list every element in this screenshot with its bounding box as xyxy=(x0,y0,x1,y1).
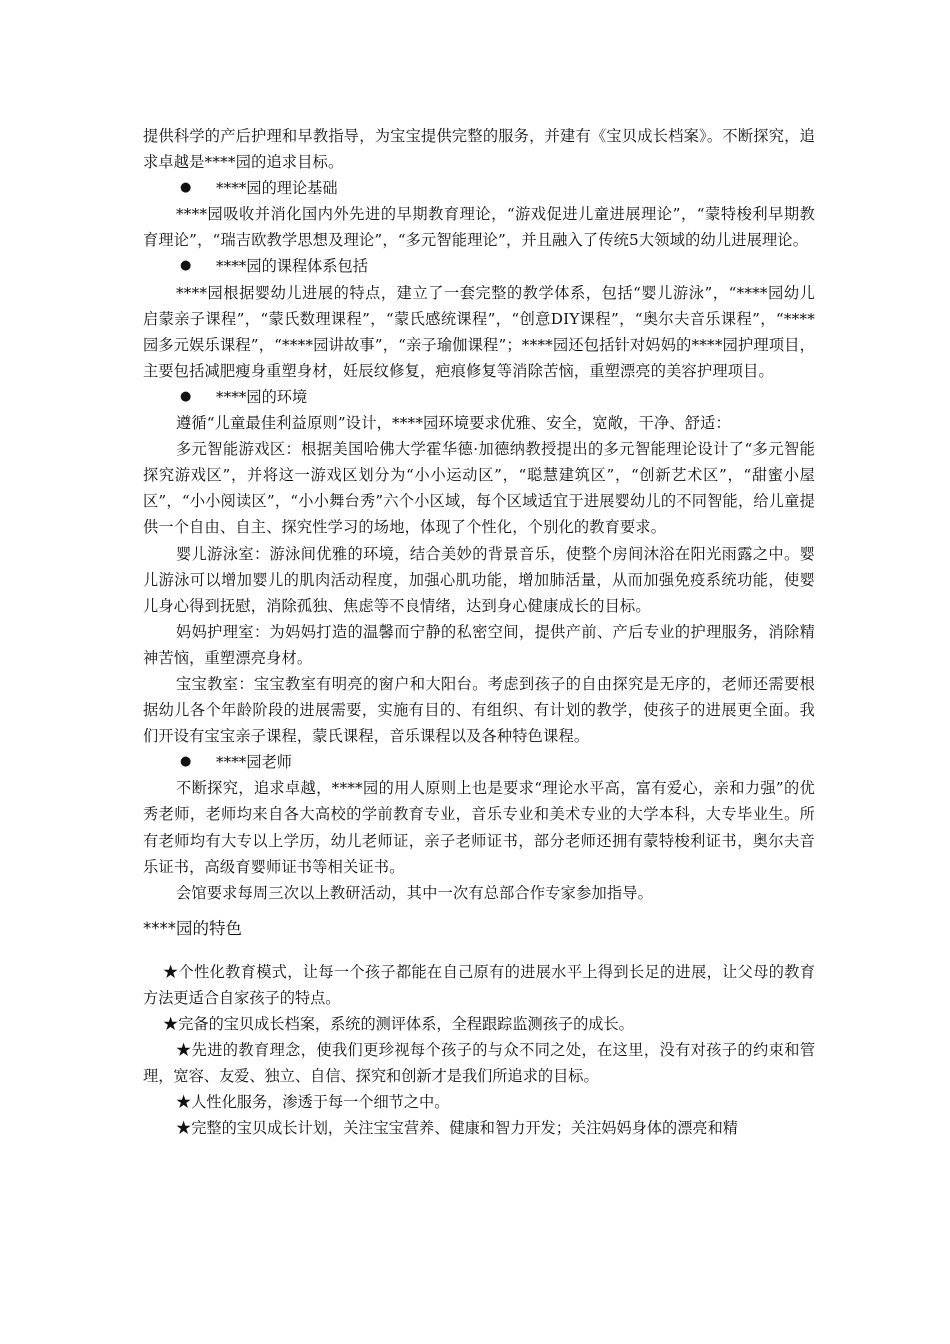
bullet-dot-icon: ● xyxy=(180,388,192,404)
intro-paragraph: 提供科学的产后护理和早教指导，为宝宝提供完整的服务，并建有《宝贝成长档案》。不断探究，追求卓越是****园的追求目标。 xyxy=(143,127,815,172)
feature-item: ★完备的宝贝成长档案，系统的测评体系，全程跟踪监测孩子的成长。 xyxy=(163,1015,634,1033)
bullet-curriculum xyxy=(143,253,815,279)
bullet-dot-icon: ● xyxy=(180,754,192,770)
bullet-theory xyxy=(143,175,815,201)
feature-item: ★个性化教育模式，让每一个孩子都能在自己原有的进展水平上得到长足的进展，让父母的教育方法更适合自家孩子的特点。 xyxy=(143,962,815,1007)
teachers-paragraph: 不断探究，追求卓越，****园的用人原则上也是要求“理论水平高，富有爱心，亲和力强”的优秀老师，老师均来自各大高校的学前教育专业，音乐专业和美术专业的大学本科，大专毕业生。所有老师均有大专以上学历，幼儿老师证，亲子老师证书，部分老师还拥有蒙特梭利证书，奥尔夫音乐证书，高级育婴师证书等相关证书。 xyxy=(143,779,815,876)
features-heading: ****园的特色 xyxy=(143,918,242,938)
feature-item: ★先进的教育理念，使我们更珍视每个孩子的与众不同之处，在这里，没有对孩子的约束和管理，宽容、友爱、独立、自信、探究和创新才是我们所追求的目标。 xyxy=(143,1041,815,1086)
environment-intro-paragraph: 遵循“儿童最佳利益原则”设计，****园环境要求优雅、安全，宽敞，干净、舒适： xyxy=(176,414,731,433)
document-body xyxy=(143,123,815,1141)
bullet-environment-label: ****园的环境 xyxy=(216,387,308,406)
mom-care-paragraph: 妈妈护理室：为妈妈打造的温馨而宁静的私密空间，提供产前、产后专业的护理服务，消除精神苦恼，重塑漂亮身材。 xyxy=(143,622,815,667)
bullet-theory-label: ****园的理论基础 xyxy=(216,179,338,198)
bullet-environment xyxy=(143,384,815,410)
feature-item: ★完整的宝贝成长计划，关注宝宝营养、健康和智力开发；关注妈妈身体的漂亮和精 xyxy=(176,1119,738,1138)
bullet-dot-icon: ● xyxy=(180,258,192,274)
bullet-teachers-label: ****园老师 xyxy=(216,753,292,772)
theory-paragraph: ****园吸收并消化国内外先进的早期教育理论，“游戏促进儿童进展理论”，“蒙特梭利早期教育理论”，“瑞吉欧教学思想及理论”，“多元智能理论”，并且融入了传统5大领域的幼儿进展理论。 xyxy=(143,205,815,250)
bullet-dot-icon: ● xyxy=(180,180,192,196)
classroom-paragraph: 宝宝教室：宝宝教室有明亮的窗户和大阳台。考虑到孩子的自由探究是无序的，老师还需要根据幼儿各个年龄阶段的进展需要，实施有目的、有组织、有计划的教学，使孩子的进展更全面。我们开设有宝宝亲子课程，蒙氏课程，音乐课程以及各种特色课程。 xyxy=(143,674,815,746)
play-area-paragraph: 多元智能游戏区：根据美国哈佛大学霍华德·加德纳教授提出的多元智能理论设计了“多元智能探究游戏区”，并将这一游戏区划分为“小小运动区”，“聪慧建筑区”，“创新艺术区”，“甜蜜小屋区”，“小小阅读区”，“小小舞台秀”六个小区域，每个区域适宜于进展婴幼儿的不同智能，给儿童提供一个自由、自主、探究性学习的场地，体现了个性化，个别化的教育要求。 xyxy=(143,440,815,537)
swimming-room-paragraph: 婴儿游泳室：游泳间优雅的环境，结合美妙的背景音乐，使整个房间沐浴在阳光雨露之中。婴儿游泳可以增加婴儿的肌肉活动程度，加强心肌功能，增加肺活量，从而加强免疫系统功能，使婴儿身心得到抚慰，消除孤独、焦虑等不良情绪，达到身心健康成长的目标。 xyxy=(143,544,815,615)
curriculum-paragraph: ****园根据婴幼儿进展的特点，建立了一套完整的教学体系，包括“婴儿游泳”，“****园幼儿启蒙亲子课程”，“蒙氏数理课程”，“蒙氏感统课程”，“创意DIY课程”，“奥尔夫音乐课程”，“****园多元娱乐课程”，“****园讲故事”，“亲子瑜伽课程”；****园还包括针对妈妈的****园护理项目，主要包括减肥瘦身重塑身材，妊辰纹修复，疤痕修复等消除苦恼，重塑漂亮的美容护理项目。 xyxy=(143,283,815,380)
bullet-curriculum-label: ****园的课程体系包括 xyxy=(216,257,368,276)
feature-item: ★人性化服务，渗透于每一个细节之中。 xyxy=(176,1093,450,1112)
teachers-meeting-paragraph: 会馆要求每周三次以上教研活动，其中一次有总部合作专家参加指导。 xyxy=(176,883,654,902)
bullet-teachers xyxy=(143,749,815,775)
